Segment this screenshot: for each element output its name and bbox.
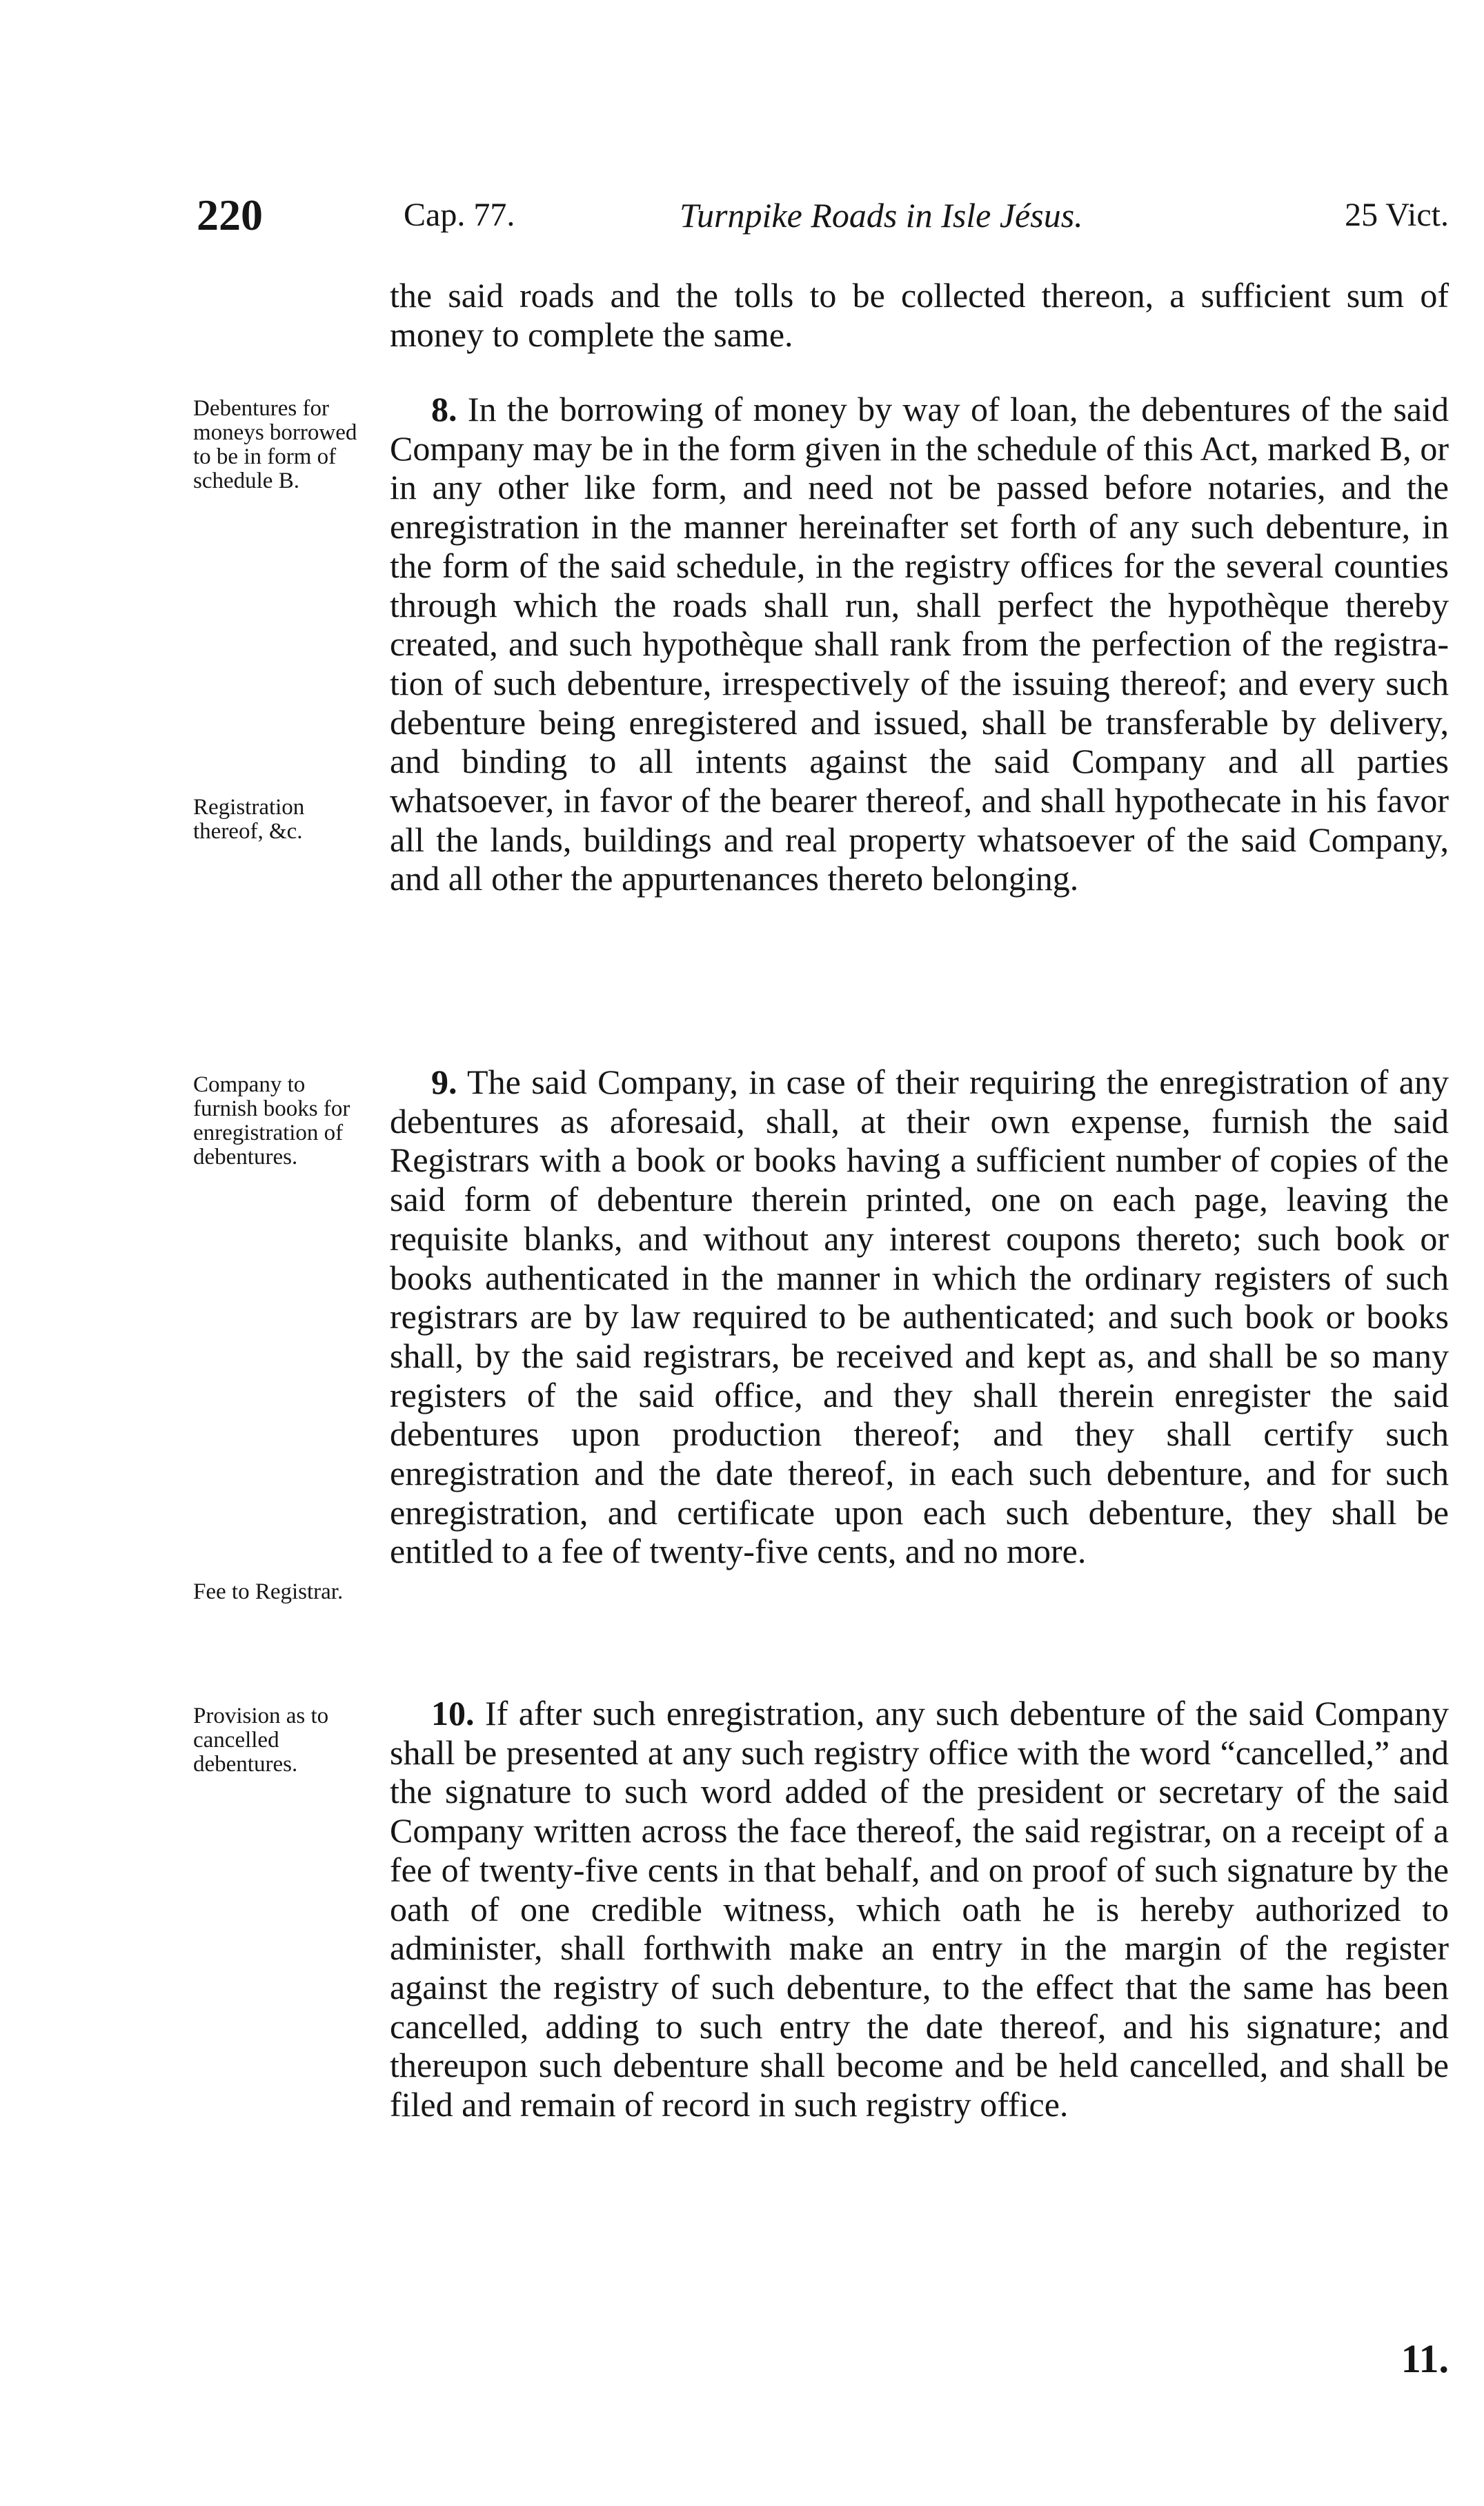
catchword: 11. bbox=[1401, 2336, 1449, 2381]
continuation-paragraph: the said roads and the tolls to be collected thereon, a sufficient sum of money to complete the same. bbox=[390, 276, 1449, 354]
section-10-text: If after such enregistration, any such debenture of the said Company shall be presented at any such registry office with the word “cancelled,” and the signature to such word added of the president or secretary of the said Company written across the face thereof, the said registrar, on a receipt of a fee of twenty-five cents in that behalf, and on proof of such signature by the oath of one credible witness, which oath he is hereby authorized to administer, shall forthwith make an entry in the margin of the register against the registry of such debenture, to the effect that the same has been cancelled, adding to such entry the date thereof, and his signature; and thereupon such debenture shall become and be held cancelled, and shall be filed and remain of record in such registry office. bbox=[390, 1694, 1450, 2124]
section-9-text: The said Company, in case of their requiring the enregistration of any debentures as aforesaid, shall, at their own expense, furnish the said Registrars with a book or books having a sufficient number of copies of the said form of debenture therein printed, one on each page, leaving the requisite blanks, and without any interest coupons thereto; such book or books authenticated in the manner in which the ordinary registers of such registrars are by law required to be authenticated; and such book or books shall, by the said registrars, be received and kept as, and shall be so many registers of the said office, and they shall therein enregister the said debentures upon production thereof; and they shall certify such enregistration and the date thereof, in each such debenture, and for such enregistration, and certificate upon each such debenture, they shall be entitled to a fee of twenty-five cents, and no more. bbox=[390, 1063, 1449, 1571]
page-header bbox=[197, 188, 1449, 243]
section-8-number: 8. bbox=[431, 390, 457, 428]
margin-note-fee: Fee to Registrar. bbox=[193, 1579, 344, 1604]
chapter-label: Cap. 77. bbox=[404, 197, 515, 233]
regnal-year: 25 Vict. bbox=[1345, 197, 1449, 233]
margin-note-cancelled: Provision as to cancelled debentures. bbox=[193, 1704, 329, 1777]
page-number: 220 bbox=[197, 190, 263, 239]
section-9 bbox=[390, 1063, 1449, 1571]
margin-note-company-books: Company to furnish books for enregistration of debentures. bbox=[193, 1072, 350, 1170]
section-10-number: 10. bbox=[431, 1694, 475, 1733]
running-title: Turnpike Roads in Isle Jésus. bbox=[680, 196, 1083, 235]
section-10 bbox=[390, 1694, 1449, 2124]
margin-note-registration: Registration thereof, &c. bbox=[193, 795, 305, 844]
section-9-number: 9. bbox=[431, 1063, 457, 1101]
margin-note-debentures-form: Debentures for moneys borrowed to be in form of schedule B. bbox=[193, 396, 357, 493]
section-8 bbox=[390, 390, 1449, 898]
section-8-text: In the borrowing of money by way of loan, the debentures of the said Company may be in the form given in the schedule of this Act, marked B, or in any other like form, and need not be passed before notaries, and the enregistration in the manner hereinafter set forth of any such debenture, in the form of the said schedule, in the registry offices for the several counties through which the roads shall run, shall perfect the hypothèque thereby created, and such hypothèque shall rank from the perfection of the registration of such debenture, irrespectively of the issuing thereof; and every such debenture being enregistered and issued, shall be transferable by delivery, and binding to all intents against the said Company and all parties whatsoever, in favor of the bearer thereof, and shall hypothecate in his favor all the lands, buildings and real property whatsoever of the said Company, and all other the appurtenances thereto belonging. bbox=[390, 390, 1450, 898]
